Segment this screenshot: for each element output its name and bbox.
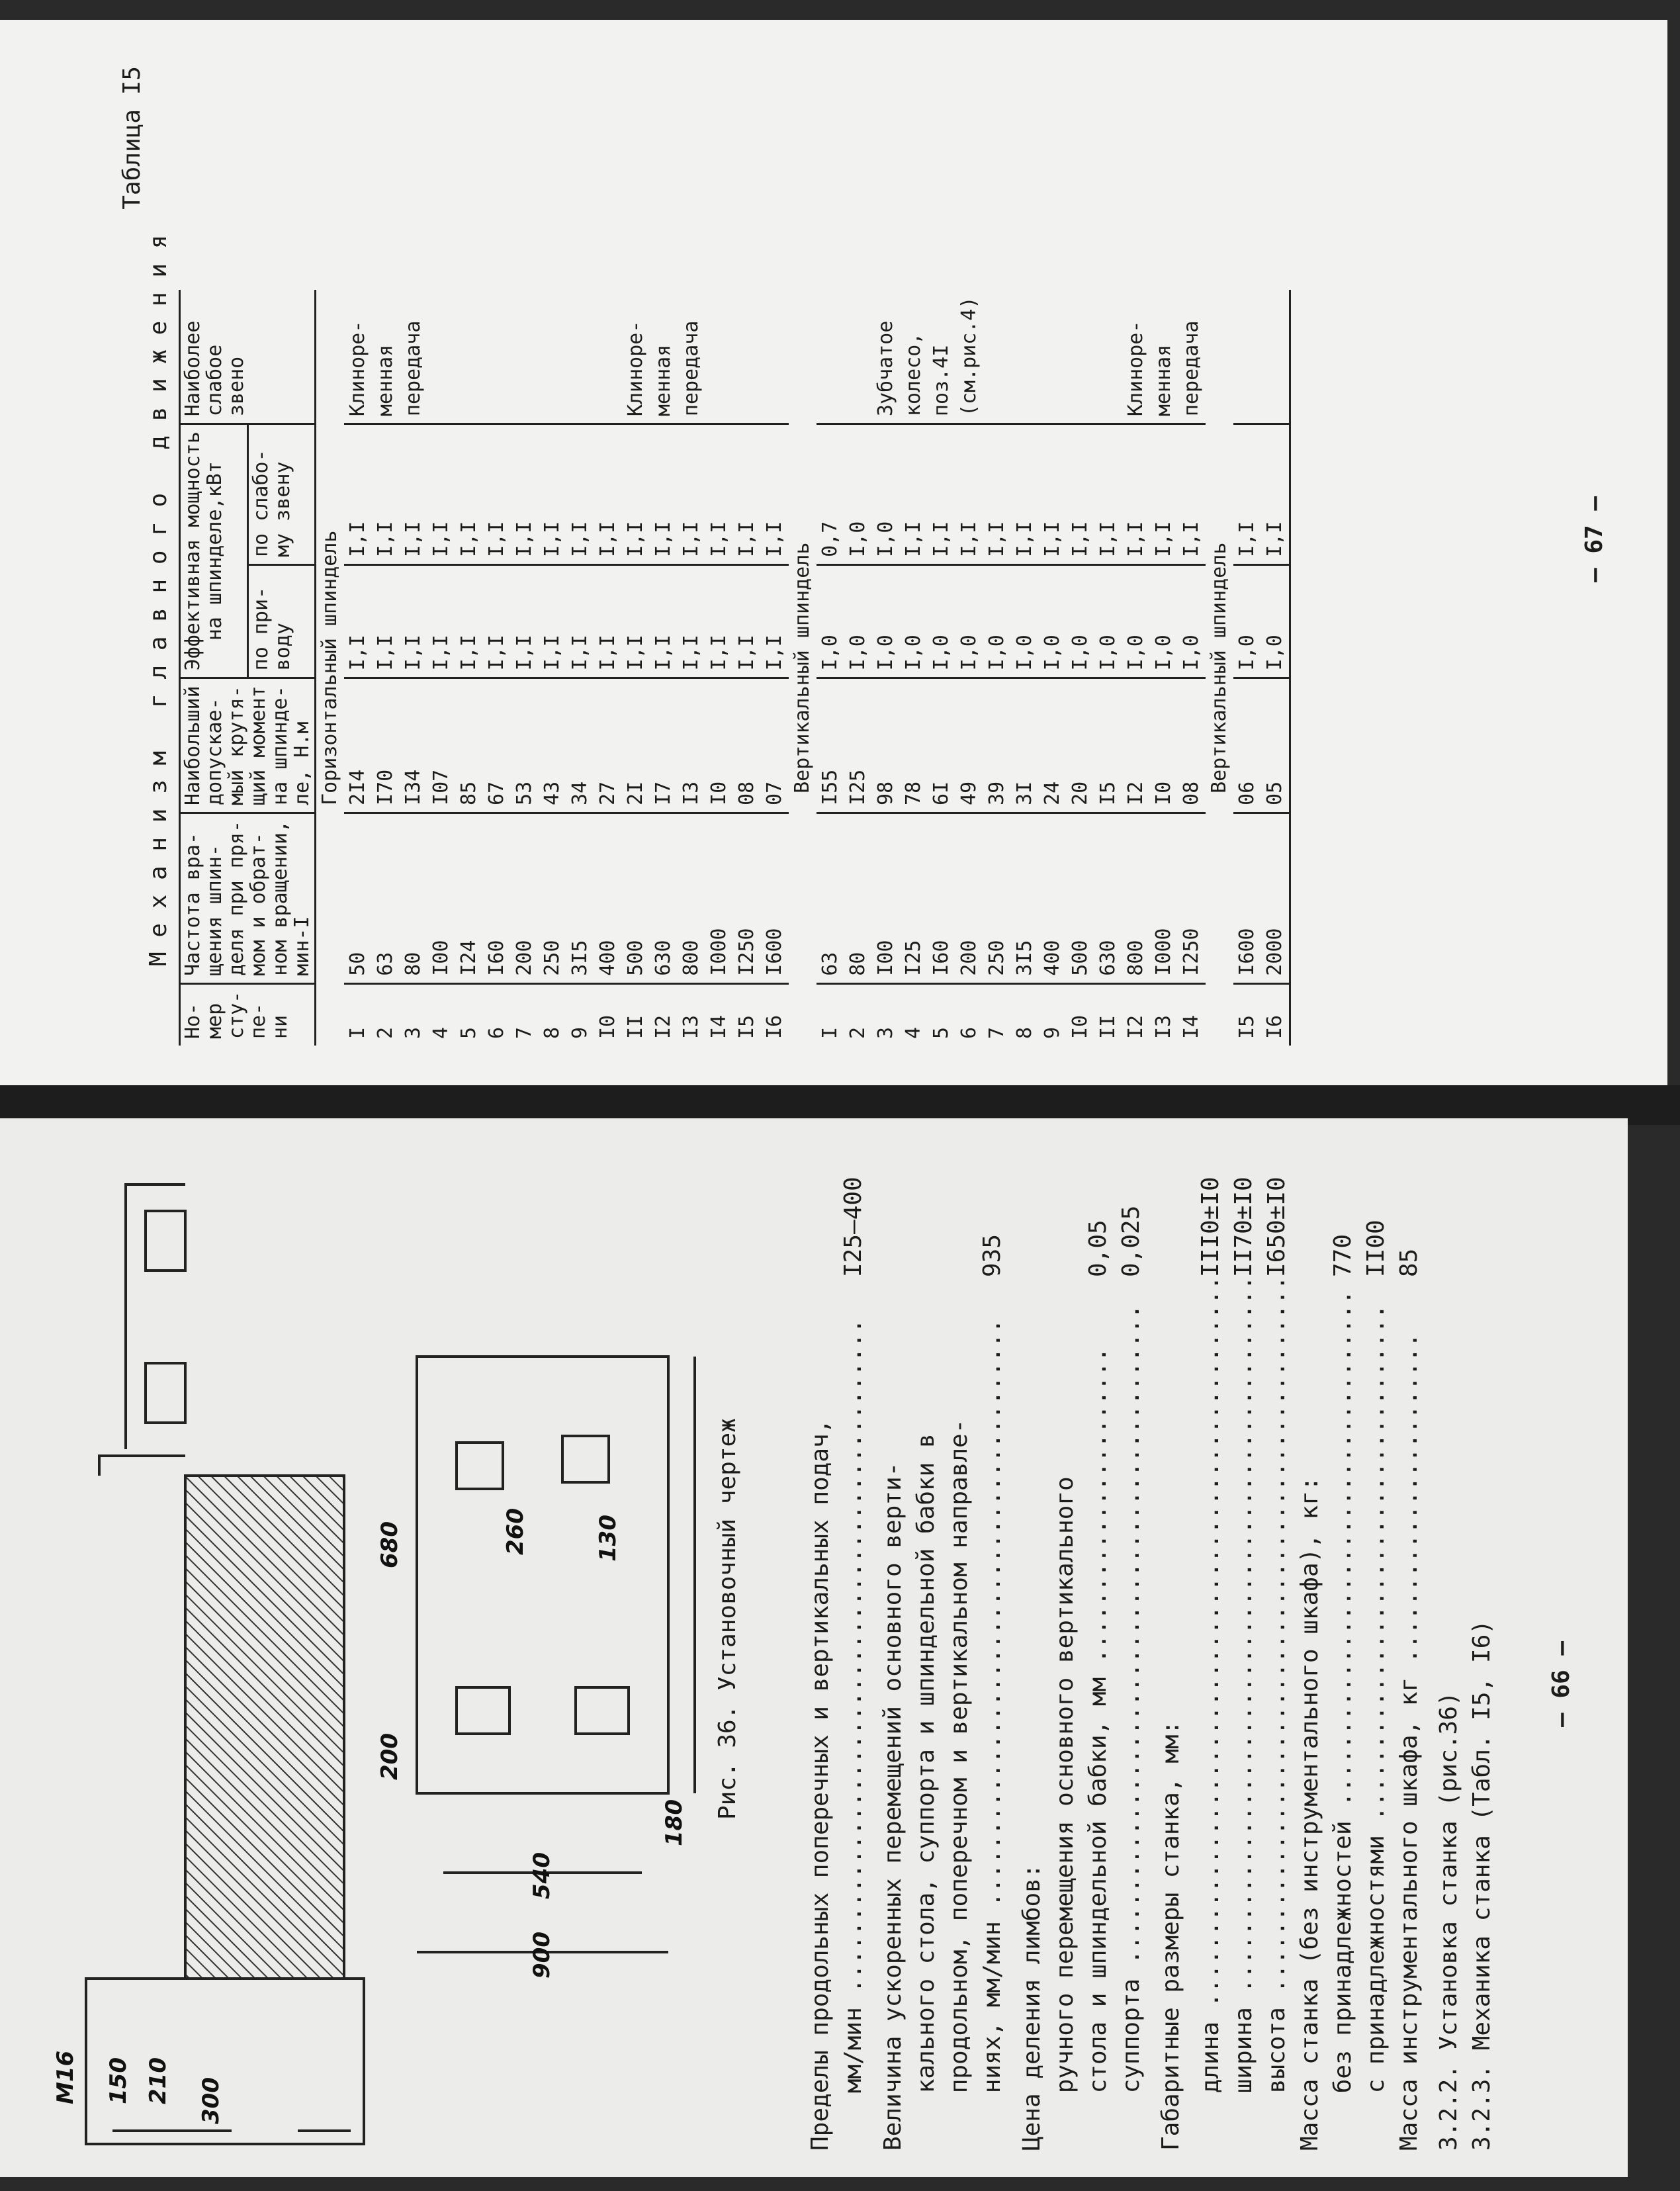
table-cell	[817, 290, 844, 424]
section-row: Вертикальный шпиндель	[791, 542, 814, 793]
table-cell: 3I	[1011, 678, 1039, 813]
installation-drawing	[46, 1171, 708, 2151]
table-cell: поз.4I	[928, 290, 955, 424]
table-cell: 08	[733, 678, 761, 813]
table-row	[1067, 290, 1094, 1046]
table-cell: I0	[705, 678, 733, 813]
table-row	[511, 290, 539, 1046]
table-row	[1094, 290, 1122, 1046]
dim-130: 130	[595, 1515, 621, 1562]
page-number: – 66 –	[1548, 1640, 1575, 1727]
table-row	[733, 290, 761, 1046]
table-cell: 20	[1067, 678, 1094, 813]
table-cell: 9	[568, 1026, 592, 1039]
table-cell	[705, 290, 733, 424]
spec-value: II00	[1362, 1220, 1390, 1277]
spec-line: длина ...................................................	[1197, 1275, 1224, 2151]
table-cell: 4	[429, 1026, 453, 1039]
table-cell: I,0	[900, 564, 928, 678]
table-cell: 630	[650, 813, 678, 983]
table-cell: I,I	[455, 424, 483, 565]
table-cell: II	[1096, 1014, 1120, 1039]
table-cell: 53	[511, 678, 539, 813]
spec-value: 85	[1395, 1248, 1423, 1277]
table-cell: I24	[455, 813, 483, 983]
table-cell: 800	[1122, 813, 1150, 983]
table-cell: I,I	[566, 564, 594, 678]
table-cell: I5	[1094, 678, 1122, 813]
table-cell: 2I	[622, 678, 650, 813]
table-row	[817, 290, 844, 1046]
table-cell: I,I	[1233, 424, 1261, 565]
table-cell: I,0	[1150, 564, 1178, 678]
spec-line: мм/мин ...............................................	[840, 1318, 867, 2151]
table-cell: I,0	[1261, 564, 1290, 678]
table-row	[872, 290, 900, 1046]
table-cell: 8	[541, 1026, 564, 1039]
table-row	[844, 290, 872, 1046]
table-cell	[566, 290, 594, 424]
table-row	[344, 290, 372, 1046]
table-row	[900, 290, 928, 1046]
table-cell	[1011, 290, 1039, 424]
table-cell: I,I	[650, 564, 678, 678]
spec-line: стола и шпиндельной бабки, мм ......................	[1084, 1347, 1112, 2151]
table-cell: I2	[652, 1014, 675, 1039]
spec-line: Пределы продольных поперечных и вертикальных подач,	[807, 1419, 834, 2151]
table-cell: 2000	[1261, 813, 1290, 983]
table-cell: I0	[1069, 1014, 1092, 1039]
table-cell: I,I	[733, 424, 761, 565]
spec-line: с принадлежностями ....................................	[1362, 1304, 1390, 2151]
left-page-content	[46, 1171, 1588, 2151]
table-cell: I6	[1263, 1014, 1286, 1039]
table-cell: 63	[372, 813, 400, 983]
table-row	[566, 290, 594, 1046]
spec-line: Масса инструментального шкафа, кг .......................	[1395, 1333, 1423, 2151]
table-cell: I6	[763, 1014, 786, 1039]
dim-210: 210	[145, 2057, 171, 2104]
table-cell: 8	[1013, 1026, 1036, 1039]
table-cell: I,I	[344, 424, 372, 565]
spec-line: кального стола, суппорта и шпиндельной бабки в	[912, 1433, 940, 2151]
table-cell: I000	[705, 813, 733, 983]
table-cell: передача	[678, 290, 705, 424]
table-cell: 06	[1233, 678, 1261, 813]
table-cell: 400	[594, 813, 622, 983]
table-cell: 85	[455, 678, 483, 813]
table-cell: I,I	[928, 424, 955, 565]
section-heading: 3.2.3. Механика станка (Табл. I5, I6)	[1468, 1620, 1495, 2151]
table-cell: Зубчатое	[872, 290, 900, 424]
table-cell: I,I	[1011, 424, 1039, 565]
table-cell: 27	[594, 678, 622, 813]
table-cell	[1233, 290, 1261, 424]
table-cell: менная	[1150, 290, 1178, 424]
table-cell: 200	[511, 813, 539, 983]
spec-line: продольном, поперечном и вертикальном направле-	[946, 1419, 973, 2151]
table-cell: I,I	[1150, 424, 1178, 565]
table-cell: 78	[900, 678, 928, 813]
table-cell: 24	[1039, 678, 1067, 813]
table-cell: 08	[1178, 678, 1206, 813]
table-cell: I25	[844, 678, 872, 813]
header-power: Эффективная мощность на шпинделе,кВт	[180, 424, 248, 678]
spec-line: Величина ускоренных перемещений основного верти-	[879, 1462, 906, 2151]
table-cell: I60	[928, 813, 955, 983]
header-torque: Наибольший допускае- мый крутя- щий момент на шпинде- ле, Н.м	[180, 678, 316, 813]
table-cell: 3	[402, 1026, 425, 1039]
table-cell: I70	[372, 678, 400, 813]
dim-900: 900	[529, 1932, 555, 1979]
table-cell: I,I	[678, 424, 705, 565]
table-cell: I,0	[844, 564, 872, 678]
dim-180: 180	[661, 1799, 687, 1846]
spec-value: I25–400	[840, 1177, 867, 1277]
header-power-drive: по при- воду	[247, 564, 316, 678]
dim-260: 260	[502, 1508, 529, 1555]
table-cell: (см.рис.4)	[955, 290, 983, 424]
table-cell: I60	[483, 813, 511, 983]
table-cell: менная	[650, 290, 678, 424]
table-row	[928, 290, 955, 1046]
table-cell: I,I	[1039, 424, 1067, 565]
dim-150: 150	[105, 2057, 132, 2104]
table-cell: 6I	[928, 678, 955, 813]
table-cell: I,I	[344, 564, 372, 678]
table-cell: I00	[427, 813, 455, 983]
table-cell: I,I	[1067, 424, 1094, 565]
table-cell: I,I	[566, 424, 594, 565]
table-row	[678, 290, 705, 1046]
table-cell: I4	[707, 1014, 730, 1039]
table-cell	[1067, 290, 1094, 424]
table-cell: 49	[955, 678, 983, 813]
table-cell: I600	[1233, 813, 1261, 983]
table-cell: I,I	[900, 424, 928, 565]
table-cell	[1261, 290, 1290, 424]
right-page-content	[119, 40, 1614, 1046]
spec-value: I650±I0	[1263, 1177, 1290, 1277]
table-cell: 05	[1261, 678, 1290, 813]
table-cell: I,I	[983, 424, 1011, 565]
table-cell: I,I	[400, 564, 427, 678]
table-cell: 400	[1039, 813, 1067, 983]
table-cell: 7	[513, 1026, 536, 1039]
table-cell	[594, 290, 622, 424]
table-cell: I,0	[872, 564, 900, 678]
table-cell: 6	[485, 1026, 508, 1039]
section-row: Вертикальный шпиндель	[1208, 542, 1231, 793]
table-cell: I600	[761, 813, 789, 983]
header-step: Но- мер сту- пе- ни	[180, 983, 316, 1046]
table-row	[455, 290, 483, 1046]
dim-680: 680	[376, 1521, 403, 1568]
section-horizontal: Горизонтальный шпиндель	[318, 530, 341, 805]
table-cell: Клиноре-	[1122, 290, 1150, 424]
table-cell: I,I	[400, 424, 427, 565]
table-row	[1122, 290, 1150, 1046]
table-cell: I,0	[1011, 564, 1039, 678]
table-cell: I,I	[455, 564, 483, 678]
table-cell: I,0	[817, 564, 844, 678]
spec-line: Цена деления лимбов:	[1018, 1863, 1045, 2151]
table-row	[1011, 290, 1039, 1046]
table-cell: I07	[427, 678, 455, 813]
table-cell: 630	[1094, 813, 1122, 983]
table-cell: I,I	[705, 424, 733, 565]
table-cell: I,0	[872, 424, 900, 565]
table-cell: I5	[1235, 1014, 1259, 1039]
table-cell: I55	[817, 678, 844, 813]
table-cell: I7	[650, 678, 678, 813]
table-cell: I	[818, 1026, 842, 1039]
table-cell: I,I	[955, 424, 983, 565]
spec-value: 0,025	[1118, 1205, 1145, 1277]
table-cell: I,I	[705, 564, 733, 678]
table-row	[427, 290, 455, 1046]
table-cell: 67	[483, 678, 511, 813]
table-cell: I,0	[1122, 564, 1150, 678]
table-cell: I3	[678, 678, 705, 813]
table-cell: I2	[1122, 678, 1150, 813]
header-power-weak: по слабо- му звену	[247, 424, 316, 565]
table-cell	[511, 290, 539, 424]
table-cell: 34	[566, 678, 594, 813]
table-cell: 43	[539, 678, 566, 813]
table-cell: I3	[1152, 1014, 1175, 1039]
spec-line: ручного перемещения основного вертикального	[1051, 1476, 1079, 2151]
spec-value: III0±I0	[1197, 1177, 1224, 1277]
table-cell: I,I	[594, 564, 622, 678]
table-cell	[483, 290, 511, 424]
table-cell: Клиноре-	[622, 290, 650, 424]
table-cell: I3	[680, 1014, 703, 1039]
table-cell: I,I	[511, 424, 539, 565]
table-cell: 80	[400, 813, 427, 983]
table-cell: I,I	[483, 564, 511, 678]
table-cell: I5	[735, 1014, 758, 1039]
header-weakest-link: Наиболее слабое звено	[180, 290, 316, 424]
table-cell	[427, 290, 455, 424]
table-cell: 80	[844, 813, 872, 983]
table-caption: М е х а н и з м г л а в н о г о д в и ж е н и я	[145, 234, 172, 966]
table-cell	[1039, 290, 1067, 424]
table-cell: I,0	[844, 424, 872, 565]
table-cell: 9	[1041, 1026, 1064, 1039]
dim-m16: M16	[52, 2050, 79, 2104]
table-cell: 4	[902, 1026, 925, 1039]
table-cell: Клиноре-	[344, 290, 372, 424]
table-cell: 63	[817, 813, 844, 983]
table-row	[650, 290, 678, 1046]
spec-line: высота ..................................................	[1263, 1275, 1290, 2151]
table-cell: I2	[1124, 1014, 1147, 1039]
table-cell: I	[346, 1026, 369, 1039]
table-cell: I0	[1150, 678, 1178, 813]
table-cell: I,I	[539, 564, 566, 678]
table-cell: менная	[372, 290, 400, 424]
table-cell: I25	[900, 813, 928, 983]
table-cell: I000	[1150, 813, 1178, 983]
table-row	[622, 290, 650, 1046]
spec-line: ниях, мм/мин .........................................	[979, 1318, 1006, 2151]
spec-line: Масса станка (без инструментального шкафа), кг:	[1296, 1476, 1323, 2151]
table-cell: I,0	[928, 564, 955, 678]
table-cell: 5	[457, 1026, 480, 1039]
spec-line: без принадлежностей ....................................	[1329, 1290, 1356, 2151]
table-cell: 2	[846, 1026, 869, 1039]
figure-caption: Рис. 36. Установочный чертеж	[714, 1418, 741, 1820]
table-cell: I,I	[427, 564, 455, 678]
table-row	[955, 290, 983, 1046]
mechanism-table	[179, 290, 1291, 1046]
table-cell: I,I	[511, 564, 539, 678]
table-cell: I,I	[650, 424, 678, 565]
page-number: – 67 –	[1581, 496, 1608, 582]
table-row	[1233, 290, 1261, 1046]
table-cell: I,I	[539, 424, 566, 565]
table-cell: 0,7	[817, 424, 844, 565]
table-row	[761, 290, 789, 1046]
table-cell	[844, 290, 872, 424]
table-cell: 200	[955, 813, 983, 983]
spec-line: Габаритные размеры станка, мм:	[1157, 1720, 1184, 2151]
table-row	[705, 290, 733, 1046]
table-cell: I,I	[372, 424, 400, 565]
table-row	[400, 290, 427, 1046]
table-cell: I4	[1180, 1014, 1203, 1039]
table-cell: I,I	[427, 424, 455, 565]
table-cell: 50	[344, 813, 372, 983]
table-cell: 500	[622, 813, 650, 983]
table-cell: I,I	[1178, 424, 1206, 565]
table-cell: I34	[400, 678, 427, 813]
table-cell: передача	[400, 290, 427, 424]
table-cell: 98	[872, 678, 900, 813]
table-cell: 6	[957, 1026, 981, 1039]
table-cell: I00	[872, 813, 900, 983]
table-row	[1039, 290, 1067, 1046]
table-title: Таблица I5	[118, 66, 146, 210]
table-cell	[983, 290, 1011, 424]
table-cell: I,0	[1039, 564, 1067, 678]
table-cell: I,0	[955, 564, 983, 678]
dim-200: 200	[376, 1733, 403, 1780]
spec-value: II70±I0	[1230, 1177, 1257, 1277]
table-cell: I,0	[1178, 564, 1206, 678]
table-row	[539, 290, 566, 1046]
table-cell: I,I	[372, 564, 400, 678]
table-cell: 500	[1067, 813, 1094, 983]
table-cell: I,0	[1067, 564, 1094, 678]
table-row	[372, 290, 400, 1046]
table-cell: 3I5	[566, 813, 594, 983]
table-cell: 2	[374, 1026, 397, 1039]
table-cell: I,I	[622, 564, 650, 678]
table-row	[1150, 290, 1178, 1046]
table-cell: I,I	[1261, 424, 1290, 565]
spec-line: суппорта ..............................................	[1118, 1304, 1145, 2151]
table-cell: II	[624, 1014, 647, 1039]
spec-value: 0,05	[1084, 1220, 1112, 1277]
table-cell: 2I4	[344, 678, 372, 813]
header-frequency: Частота вра- щения шпин- деля при пря- мом и обрат- ном вращении, мин-I	[180, 813, 316, 983]
spec-value: 935	[979, 1233, 1006, 1277]
table-cell: 7	[985, 1026, 1008, 1039]
table-cell: I,I	[1122, 424, 1150, 565]
table-cell: 39	[983, 678, 1011, 813]
table-cell: I,0	[983, 564, 1011, 678]
table-cell: I,I	[1094, 424, 1122, 565]
table-cell: 07	[761, 678, 789, 813]
table-cell: I250	[1178, 813, 1206, 983]
table-cell: 250	[539, 813, 566, 983]
table-cell: I,I	[622, 424, 650, 565]
section-heading: 3.2.2. Установка станка (рис.36)	[1435, 1691, 1462, 2151]
table-row	[983, 290, 1011, 1046]
table-cell: 5	[930, 1026, 953, 1039]
dim-540: 540	[529, 1852, 555, 1899]
table-body	[316, 290, 1290, 1046]
table-cell: I,I	[483, 424, 511, 565]
table-cell	[455, 290, 483, 424]
dim-300: 300	[198, 2077, 224, 2124]
table-cell	[733, 290, 761, 424]
table-cell: колесо,	[900, 290, 928, 424]
table-row	[483, 290, 511, 1046]
table-cell: I,I	[594, 424, 622, 565]
spec-line: ширина ..................................................	[1230, 1275, 1257, 2151]
table-cell: I,I	[761, 424, 789, 565]
spec-value: 770	[1329, 1233, 1356, 1277]
table-cell: I,I	[678, 564, 705, 678]
table-cell: 250	[983, 813, 1011, 983]
table-cell: I250	[733, 813, 761, 983]
table-cell: I0	[596, 1014, 619, 1039]
table-cell: I,0	[1094, 564, 1122, 678]
table-cell	[1094, 290, 1122, 424]
table-cell: 3I5	[1011, 813, 1039, 983]
table-cell: I,I	[761, 564, 789, 678]
table-row	[1178, 290, 1206, 1046]
table-cell: I,I	[733, 564, 761, 678]
table-cell: передача	[1178, 290, 1206, 424]
table-row	[594, 290, 622, 1046]
table-cell: 3	[874, 1026, 897, 1039]
table-cell: 800	[678, 813, 705, 983]
table-row	[1261, 290, 1290, 1046]
table-cell	[539, 290, 566, 424]
table-cell	[761, 290, 789, 424]
table-cell: I,0	[1233, 564, 1261, 678]
